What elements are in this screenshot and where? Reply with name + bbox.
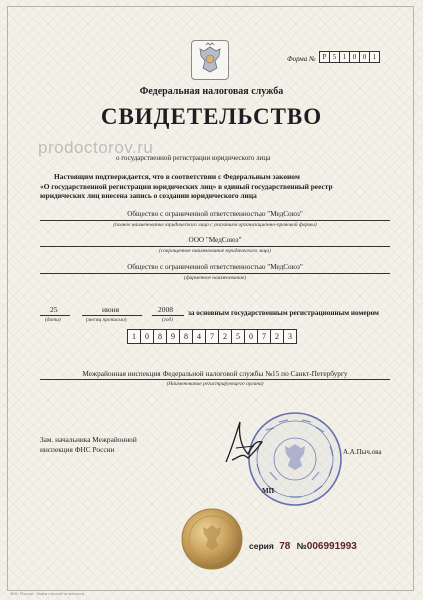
ogrn-digit-cell: 0 <box>244 329 258 344</box>
firm-name-value: Общество с ограниченной ответственностью "МедСоюз" <box>127 263 303 271</box>
position-line: Зам. начальника Межрайонной <box>40 435 137 444</box>
form-number-cell: Р <box>319 51 330 63</box>
authority-underline <box>40 379 390 380</box>
registration-day: 25 <box>50 305 58 314</box>
day-caption: (дата) <box>45 317 61 323</box>
short-name-value: ООО "МедСоюз" <box>188 236 242 244</box>
ogrn-number <box>128 329 297 344</box>
ogrn-digit-cell: 1 <box>127 329 141 344</box>
ogrn-digit-cell: 5 <box>231 329 245 344</box>
form-number-cell: 0 <box>359 51 370 63</box>
paragraph-line: Настоящим подтверждается, что в соответствии с Федеральным законом <box>54 172 300 181</box>
firm-name-underline <box>40 273 390 274</box>
ogrn-digit-cell: 2 <box>270 329 284 344</box>
form-number <box>320 51 380 63</box>
ogrn-digit-cell: 8 <box>179 329 193 344</box>
full-name-underline <box>40 220 390 221</box>
serial-number-value: 006991993 <box>306 541 357 552</box>
confirmation-paragraph <box>40 172 390 201</box>
stamp-mark: МП <box>262 487 275 495</box>
year-caption: (год) <box>162 317 174 323</box>
ogrn-digit-cell: 3 <box>283 329 297 344</box>
short-name-caption: (сокращенное наименование юридического лица) <box>159 248 271 254</box>
ogrn-digit-cell: 2 <box>218 329 232 344</box>
position-line: инспекция ФНС России <box>40 444 115 454</box>
footer-note: ФНС России · бланк строгой отчетности <box>10 591 85 596</box>
serial-number <box>249 541 357 552</box>
watermark: prodoctorov.ru <box>38 138 154 157</box>
registration-month: июня <box>102 305 120 314</box>
ogrn-digit-cell: 4 <box>192 329 206 344</box>
month-caption: (месяц прописью) <box>86 317 127 323</box>
gold-seal <box>180 507 244 571</box>
ogrn-digit-cell: 0 <box>140 329 154 344</box>
emblem-icon <box>191 40 229 80</box>
full-name-value: Общество с ограниченной ответственностью "МедСоюз" <box>127 210 303 218</box>
ogrn-digit-cell: 8 <box>153 329 167 344</box>
form-number-cell: 0 <box>349 51 360 63</box>
ogrn-digit-cell: 9 <box>166 329 180 344</box>
form-number-cell: 1 <box>339 51 350 63</box>
registering-authority: Межрайонная инспекция Федеральной налоговой службы №15 по Санкт-Петербургу <box>82 369 348 378</box>
paragraph-line: «О государственной регистрации юридических лиц» в единый государственный реестр <box>40 181 333 191</box>
year-underline <box>152 315 184 316</box>
handwritten-signature <box>218 418 268 466</box>
firm-name-caption: (фирменное наименование) <box>183 275 247 281</box>
serial-label: серия <box>249 541 274 551</box>
signatory-name: А.А.Пыч.ова <box>343 448 382 456</box>
short-name-underline <box>40 246 390 247</box>
form-number-cell: 1 <box>369 51 380 63</box>
serial-series: 78 <box>279 541 291 552</box>
registration-number-text: за основным государственным регистрационным номером <box>188 309 379 317</box>
authority-caption: (Наименование регистрирующего органа) <box>166 381 264 387</box>
day-underline <box>40 315 70 316</box>
serial-number-prefix: № <box>296 541 307 551</box>
form-label: Форма № <box>287 55 316 63</box>
signatory-position <box>40 435 137 454</box>
month-underline <box>82 315 142 316</box>
paragraph-line: юридических лиц внесена запись о создании юридического лица <box>40 191 257 201</box>
form-number-cell: 5 <box>329 51 340 63</box>
registration-year: 2008 <box>158 305 173 314</box>
ogrn-digit-cell: 7 <box>257 329 271 344</box>
ogrn-digit-cell: 7 <box>205 329 219 344</box>
agency-name: Федеральная налоговая служба <box>139 86 284 97</box>
document-title: СВИДЕТЕЛЬСТВО <box>100 104 323 129</box>
document-subtitle: о государственной регистрации юридического лица <box>116 154 271 162</box>
full-name-caption: (полное наименование юридического лица с указанием организационно-правовой формы) <box>113 222 317 228</box>
